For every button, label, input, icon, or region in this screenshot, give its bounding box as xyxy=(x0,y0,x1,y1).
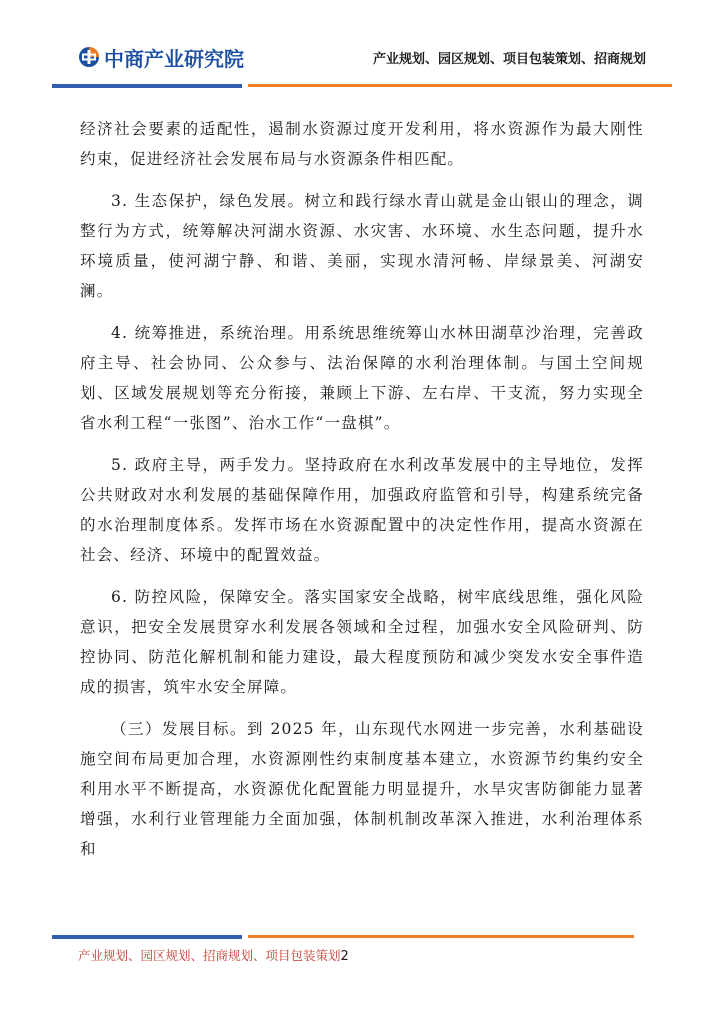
logo-text: 中商产业研究院 xyxy=(104,46,244,71)
paragraph: （三）发展目标。到 2025 年，山东现代水网进一步完善，水利基础设施空间布局更加合理，水资源刚性约束制度基本建立，水资源节约集约安全利用水平不断提高，水资源优化配置能力明显提升，水旱灾害防御能力显著增强，水利行业管理能力全面加强，体制机制改革深入推进，水利治理体系和 xyxy=(80,720,644,858)
footer-rule-orange xyxy=(248,935,634,938)
paragraph: 经济社会要素的适配性，遏制水资源过度开发利用，将水资源作为最大刚性约束，促进经济社会发展布局与水资源条件相匹配。 xyxy=(80,120,644,168)
paragraph: 4. 统筹推进，系统治理。用系统思维统筹山水林田湖草沙治理，完善政府主导、社会协同、公众参与、法治保障的水利治理体制。与国土空间规划、区域发展规划等充分衔接，兼顾上下游、左右岸、干支流，努力实现全省水利工程“一张图”、治水工作“一盘棋”。 xyxy=(80,324,644,432)
logo xyxy=(78,44,244,70)
page-footer xyxy=(78,946,349,964)
footer-rule-blue xyxy=(52,935,242,939)
header-tagline: 产业规划、园区规划、项目包装策划、招商规划 xyxy=(372,52,646,67)
footer-tagline: 产业规划、园区规划、招商规划、项目包装策划 xyxy=(78,948,341,963)
paragraph: 6. 防控风险，保障安全。落实国家安全战略，树牢底线思维，强化风险意识，把安全发展贯穿水利发展各领域和全过程，加强水安全风险研判、防控协同、防范化解机制和能力建设，最大程度预防和减少突发水安全事件造成的损害，筑牢水安全屏障。 xyxy=(80,588,644,696)
paragraph: 3. 生态保护，绿色发展。树立和践行绿水青山就是金山银山的理念，调整行为方式，统筹解决河湖水资源、水灾害、水环境、水生态问题，提升水环境质量，使河湖宁静、和谐、美丽，实现水清河畅、岸绿景美、河湖安澜。 xyxy=(80,192,644,300)
page-header xyxy=(0,0,724,95)
document-body xyxy=(80,114,644,876)
page-number: 2 xyxy=(340,949,349,964)
logo-icon xyxy=(78,46,100,68)
header-rule-orange xyxy=(248,84,672,87)
paragraph: 5. 政府主导，两手发力。坚持政府在水利改革发展中的主导地位，发挥公共财政对水利发展的基础保障作用，加强政府监管和引导，构建系统完备的水治理制度体系。发挥市场在水资源配置中的决定性作用，提高水资源在社会、经济、环境中的配置效益。 xyxy=(80,456,644,564)
header-rule-blue xyxy=(52,84,242,88)
